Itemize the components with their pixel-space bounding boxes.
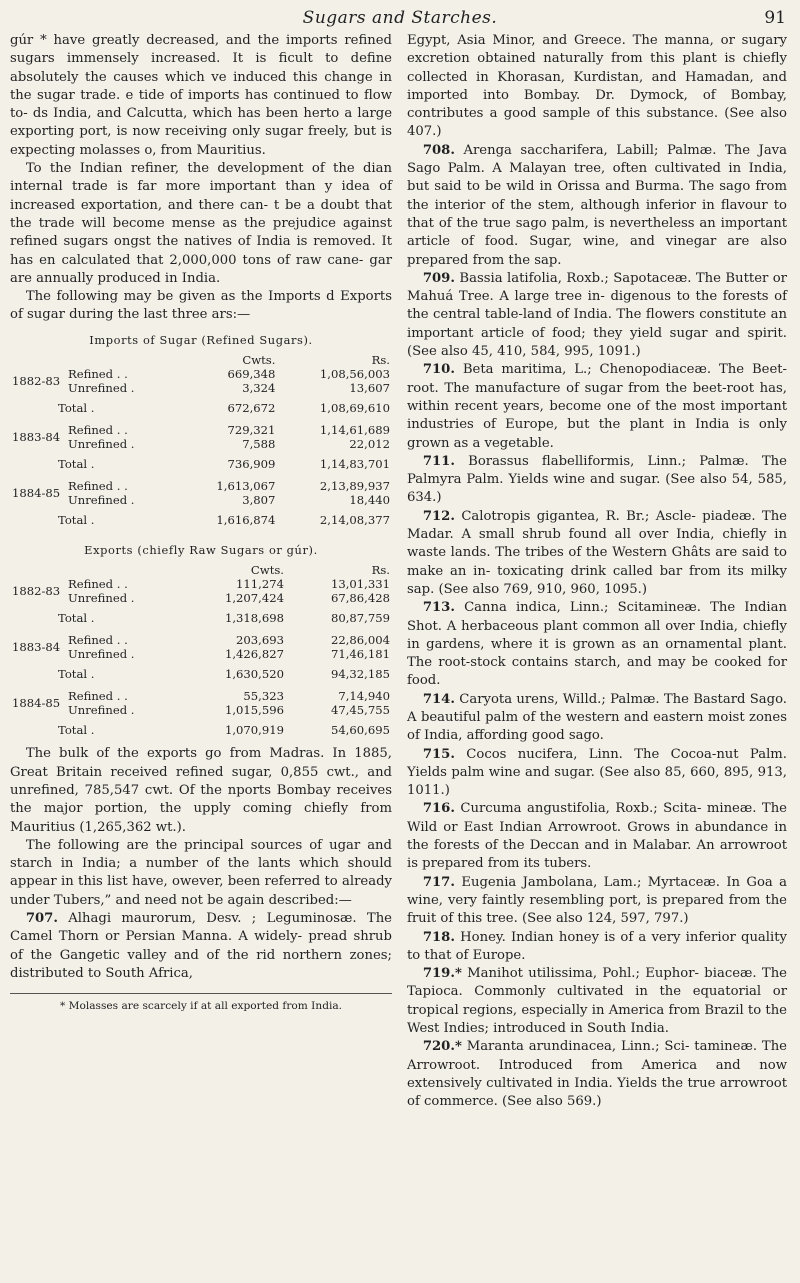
row-label: Unrefined . (68, 493, 135, 508)
footnote: * Molasses are scarcely if at all exported from India. (59, 1000, 343, 1013)
entry-number: 713. (422, 600, 455, 616)
imports-header-cwts: Cwts. (242, 353, 276, 368)
year-label: 1882-83 (12, 374, 61, 389)
exports-header-cwts: Cwts. (250, 563, 284, 578)
total-label: Total . (58, 667, 95, 682)
left-column (10, 32, 392, 1016)
rs-cell: 71,46,181 (330, 647, 390, 662)
table-row (10, 437, 392, 451)
entry-text: Arenga saccharifera, Labill; Palmæ. The Java Sago Palm. A Malayan tree, often cultivated in India, but said to be wild in Orissa and Burma. The sago from the interior of the stem, although inferior in flavour to that of the true sago palm, is nevertheless an important article of food. Sugar, wine, and vinegar are also prepared from the sap. (407, 142, 787, 268)
entry-text: Curcuma angustifolia, Roxb.; Scita- mineæ. The Wild or East Indian Arrowroot. Grows in abundance in the forests of the Deccan and in Malabar. An arrowroot is prepared from its tubers. (407, 801, 787, 872)
entry-number: 707. (25, 911, 58, 927)
entry-text: Canna indica, Linn.; Scitamineæ. The Indian Shot. A herbaceous plant common all over India, chiefly in gardens, where it is grown as an ornamental plant. The root-stock contains starch, and may be cooked for food. (407, 600, 787, 689)
cwts-cell: 1,318,698 (224, 611, 284, 626)
cwts-cell: 3,807 (242, 493, 276, 508)
table-row (10, 689, 392, 703)
exports-caption: Exports (chiefly Raw Sugars or gúr). (84, 543, 318, 558)
table-row (10, 647, 392, 661)
entry-number: 720.* (422, 1039, 462, 1055)
total-row (10, 395, 392, 423)
imports-caption: Imports of Sugar (Refined Sugars). (89, 332, 313, 347)
list-item (407, 691, 787, 746)
total-label: Total . (58, 401, 95, 416)
cwts-cell: 7,588 (242, 437, 276, 452)
rs-cell: 7,14,940 (338, 689, 390, 704)
rs-cell: 13,607 (349, 381, 390, 396)
cwts-cell: 55,323 (243, 689, 284, 704)
entry-number: 708. (422, 142, 455, 158)
cwts-cell: 203,693 (236, 633, 284, 648)
list-item (407, 599, 787, 690)
cwts-cell: 1,015,596 (224, 703, 284, 718)
total-row (10, 717, 392, 745)
total-label: Total . (58, 457, 95, 472)
row-label: Unrefined . (68, 591, 135, 606)
entry-number: 718. (422, 929, 455, 945)
cwts-cell: 736,909 (227, 457, 276, 472)
entry-number: 717. (422, 874, 455, 890)
entry-text: Eugenia Jambolana, Lam.; Myrtaceæ. In Goa a wine, very faintly resembling port, is prepared from the fruit of this tree. (See also 124, 597, 797.) (407, 874, 787, 927)
table-row (10, 423, 392, 437)
table-row (10, 577, 392, 591)
table-row (10, 633, 392, 647)
entry-number: 709. (422, 270, 455, 286)
entry-number: 714. (422, 691, 455, 707)
row-label: Unrefined . (68, 381, 135, 396)
list-item (407, 800, 787, 873)
year-label: 1884-85 (12, 696, 61, 711)
cwts-cell: 111,274 (236, 577, 284, 592)
footnote-divider (10, 993, 392, 994)
rs-cell: 94,32,185 (330, 667, 390, 682)
row-label: Unrefined . (68, 647, 135, 662)
rs-cell: 54,60,695 (330, 723, 390, 738)
rs-cell: 1,08,56,003 (319, 367, 390, 382)
entries-list (407, 142, 787, 1112)
total-label: Total . (58, 611, 95, 626)
row-label: Refined . . (68, 689, 128, 704)
list-item (407, 1038, 787, 1111)
intro-paragraph-1: gúr * have greatly decreased, and the imports refined sugars immensely increased. It is ficult to define absolutely the causes which ve induced this change in the sugar trade. e tide of imports has continued to flow to- ds India, and Calcutta, which has been herto a large exporting port, is now receiving only sugar freely, but is expecting molasses o, from Mauritius. (10, 33, 392, 158)
entry-text: Calotropis gigantea, R. Br.; Ascle- piadeæ. The Madar. A small shrub found all over India, chiefly in waste lands. The tribes of the Western Ghâts are said to make an in- toxicating drink called bar from its milky sap. (See also 769, 910, 960, 1095.) (407, 508, 787, 597)
row-label: Unrefined . (68, 437, 135, 452)
rs-cell: 1,14,61,689 (319, 423, 390, 438)
rs-cell: 22,86,004 (330, 633, 390, 648)
continued-text: Egypt, Asia Minor, and Greece. The manna, or sugary excretion obtained naturally from this plant is chiefly collected in Khorasan, Kurdistan, and Hamadan, and imported into Bombay. Dr. Dymock, of Bombay, contributes a good sample of this substance. (See also 407.) (407, 33, 787, 140)
cwts-cell: 3,324 (242, 381, 276, 396)
intro-paragraph-3: The following may be given as the Imports d Exports of sugar during the last three ars:— (10, 289, 392, 323)
cwts-cell: 1,630,520 (224, 667, 284, 682)
total-row (10, 605, 392, 633)
entry-number: 716. (422, 801, 455, 817)
entry-text: Honey. Indian honey is of a very inferior quality to that of Europe. (407, 929, 787, 963)
list-item (407, 453, 787, 508)
entry-text: Maranta arundinacea, Linn.; Sci- tamineæ. The Arrowroot. Introduced from America and now extensively cultivated in India. Yields the true arrowroot of commerce. (See also 569.) (407, 1039, 787, 1110)
entry-text: Borassus flabelliformis, Linn.; Palmæ. The Palmyra Palm. Yields wine and sugar. (See also 54, 585, 634.) (407, 453, 787, 506)
total-label: Total . (58, 723, 95, 738)
total-row (10, 451, 392, 479)
right-column (407, 32, 787, 1112)
exports-header-rs: Rs. (371, 563, 390, 578)
entry-text: Beta maritima, L.; Chenopodiaceæ. The Beet-root. The manufacture of sugar from the beet-root has, within recent years, become one of the most important industries of Europe, but the plant in India is only grown as a vegetable. (407, 362, 787, 451)
rs-cell: 13,01,331 (330, 577, 390, 592)
total-row (10, 507, 392, 535)
rs-cell: 67,86,428 (330, 591, 390, 606)
after-paragraph-1: The bulk of the exports go from Madras. In 1885, Great Britain received refined sugar, 0,855 cwt., and unrefined, 785,547 cwt. Of the nports Bombay receives the major portion, the upply coming chiefly from Mauritius (1,265,362 wt.). (10, 746, 392, 835)
entry-707 (10, 910, 392, 983)
year-label: 1884-85 (12, 486, 61, 501)
list-item (407, 746, 787, 801)
total-label: Total . (58, 513, 95, 528)
entry-number: 719.* (422, 966, 462, 982)
rs-cell: 80,87,759 (330, 611, 390, 626)
imports-table (10, 353, 392, 535)
year-label: 1882-83 (12, 584, 61, 599)
list-item (407, 965, 787, 1038)
rs-cell: 18,440 (349, 493, 390, 508)
running-head (0, 6, 800, 32)
row-label: Refined . . (68, 577, 128, 592)
row-label: Refined . . (68, 479, 128, 494)
list-item (407, 874, 787, 929)
cwts-cell: 1,616,874 (216, 513, 276, 528)
rs-cell: 1,14,83,701 (319, 457, 390, 472)
year-label: 1883-84 (12, 640, 61, 655)
cwts-cell: 1,426,827 (224, 647, 284, 662)
table-row (10, 493, 392, 507)
entry-number: 710. (422, 362, 455, 378)
cwts-cell: 729,321 (227, 423, 276, 438)
after-paragraph-2: The following are the principal sources of ugar and starch in India; a number of the lants which should appear in this list have, owever, been referred to already under Tubers,” and need not be again described:— (10, 837, 392, 908)
table-row (10, 703, 392, 717)
total-row (10, 661, 392, 689)
list-item (407, 270, 787, 361)
table-row (10, 479, 392, 493)
rs-cell: 2,14,08,377 (319, 513, 390, 528)
entry-number: 712. (422, 508, 455, 524)
running-title: Sugars and Starches. (302, 8, 498, 28)
row-label: Unrefined . (68, 703, 135, 718)
rs-cell: 2,13,89,937 (319, 479, 390, 494)
entry-text: Alhagi maurorum, Desv. ; Leguminosæ. The Camel Thorn or Persian Manna. A widely- pread shrub of the Gangetic valley and of the rid northern zones; distributed to South Africa, (10, 911, 392, 981)
table-row (10, 381, 392, 395)
entry-text: Cocos nucifera, Linn. The Cocoa-nut Palm. Yields palm wine and sugar. (See also 85, 660, 895, 913, 1011.) (407, 746, 787, 799)
entry-number: 715. (422, 746, 455, 762)
table-row (10, 591, 392, 605)
entry-text: Manihot utilissima, Pohl.; Euphor- biaceæ. The Tapioca. Commonly cultivated in the equatorial or tropical regions, especially in America from Brazil to the West Indies; introduced in South India. (407, 966, 787, 1037)
rs-cell: 1,08,69,610 (319, 401, 390, 416)
intro-paragraph-2: To the Indian refiner, the development of the dian internal trade is far more important than y idea of increased exportation, and there can- t be a doubt that the trade will become mense as the prejudice against refined sugars ongst the natives of India is removed. It has en calculated that 2,000,000 tons of raw cane- gar are annually produced in India. (10, 161, 392, 286)
rs-cell: 22,012 (349, 437, 390, 452)
list-item (407, 361, 787, 452)
exports-table (10, 563, 392, 745)
imports-header-rs: Rs. (371, 353, 390, 368)
row-label: Refined . . (68, 633, 128, 648)
cwts-cell: 672,672 (227, 401, 276, 416)
page-number: 91 (764, 8, 786, 28)
cwts-cell: 1,613,067 (216, 479, 276, 494)
entry-text: Bassia latifolia, Roxb.; Sapotaceæ. The Butter or Mahuá Tree. A large tree in- digenous to the forests of the central table-land of India. The flowers constitute an important article of food; they yield sugar and spirit. (See also 45, 410, 584, 995, 1091.) (407, 270, 787, 360)
cwts-cell: 1,070,919 (224, 723, 284, 738)
cwts-cell: 669,348 (227, 367, 276, 382)
entry-text: Caryota urens, Willd.; Palmæ. The Bastard Sago. A beautiful palm of the western and eastern moist zones of India, affording good sago. (407, 691, 787, 744)
entry-number: 711. (422, 453, 455, 469)
year-label: 1883-84 (12, 430, 61, 445)
row-label: Refined . . (68, 423, 128, 438)
cwts-cell: 1,207,424 (224, 591, 284, 606)
list-item (407, 929, 787, 966)
table-row (10, 367, 392, 381)
rs-cell: 47,45,755 (330, 703, 390, 718)
list-item (407, 142, 787, 270)
row-label: Refined . . (68, 367, 128, 382)
list-item (407, 508, 787, 599)
